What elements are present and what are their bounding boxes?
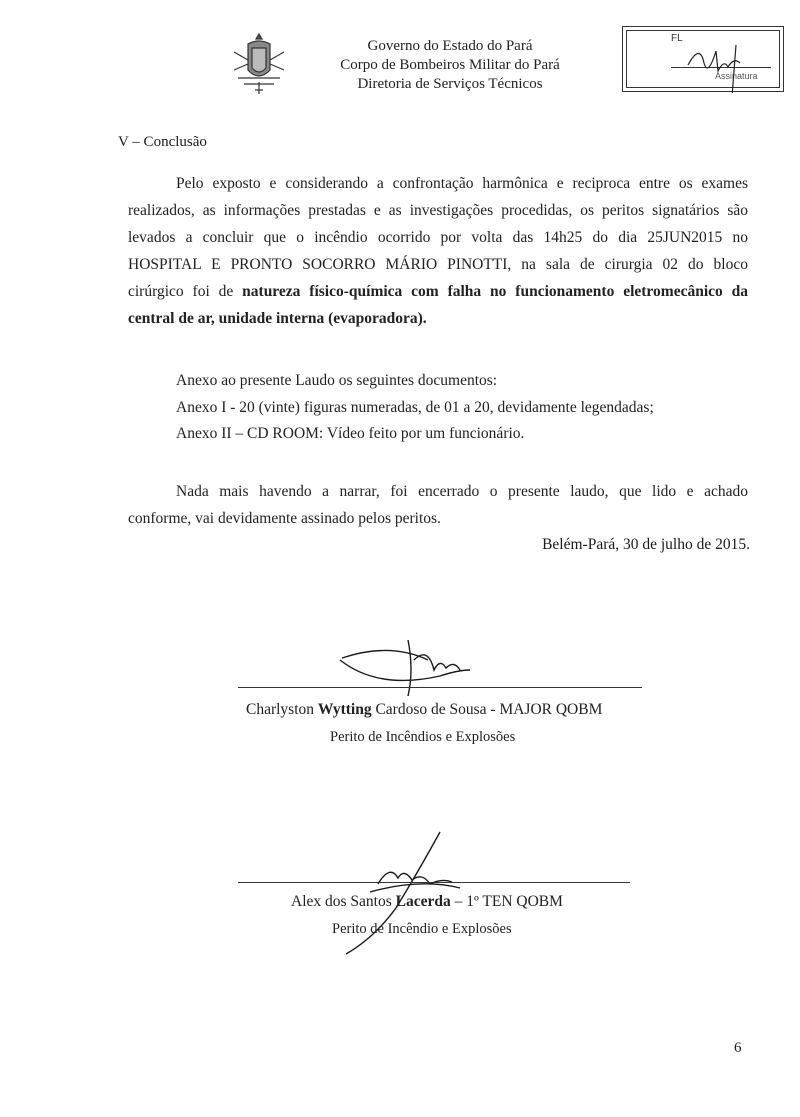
closing-paragraph [128,478,748,532]
section-title: V – Conclusão [118,134,207,150]
place-date: Belém-Pará, 30 de julho de 2015. [542,536,750,553]
header-agency-line-2: Corpo de Bombeiros Militar do Pará [340,57,560,73]
signatory-2-name: Alex dos Santos Lacerda – 1º TEN QOBM [291,893,563,910]
signatory-1-name: Charlyston Wytting Cardoso de Sousa - MAJOR QOBM [246,701,603,718]
signature-1-icon [330,630,480,700]
folio-label: FL [671,33,683,44]
conclusion-line-6: central de ar, unidade interna (evaporadora). [128,310,427,327]
annex-intro: Anexo ao presente Laudo os seguintes documentos: [176,372,498,389]
closing-line-1: Nada mais havendo a narrar, foi encerrado o presente laudo, que lido e achado [176,483,748,500]
coat-of-arms-icon [228,30,290,98]
folio-signature-icon [678,37,758,93]
header-agency-line-3: Diretoria de Serviços Técnicos [357,76,543,92]
conclusion-line-1: Pelo exposto e considerando a confrontação harmônica e reciproca entre os exames [176,175,748,192]
conclusion-line-3: levados a concluir que o incêndio ocorrido por volta das 14h25 do dia 25JUN2015 no [128,229,748,246]
signature-1-line [238,687,642,688]
page-number: 6 [734,1040,742,1056]
conclusion-line-4: HOSPITAL E PRONTO SOCORRO MÁRIO PINOTTI, na sala de cirurgia 02 do bloco [128,256,748,273]
conclusion-line-2: realizados, as informações prestadas e as investigações procedidas, os peritos signatários são [128,202,748,219]
conclusion-paragraph [128,170,748,332]
annex-item-2: Anexo II – CD ROOM: Vídeo feito por um funcionário. [176,425,525,442]
folio-caption: Assinatura [715,71,758,81]
signature-2-line [238,882,630,883]
annex-list [176,368,796,448]
signatory-1-role: Perito de Incêndios e Explosões [330,729,516,745]
folio-stamp [622,26,784,92]
conclusion-finding-text: natureza físico-química com falha no funcionamento eletromecânico da [242,283,749,300]
conclusion-line-5: cirúrgico foi de natureza físico-química com falha no funcionamento eletromecânico da [128,283,749,300]
closing-line-2: conforme, vai devidamente assinado pelos peritos. [128,510,441,527]
header-agency-line-1: Governo do Estado do Pará [367,38,533,54]
signatory-2-role: Perito de Incêndio e Explosões [332,921,512,937]
annex-item-1: Anexo I - 20 (vinte) figuras numeradas, de 01 a 20, devidamente legendadas; [176,398,654,416]
